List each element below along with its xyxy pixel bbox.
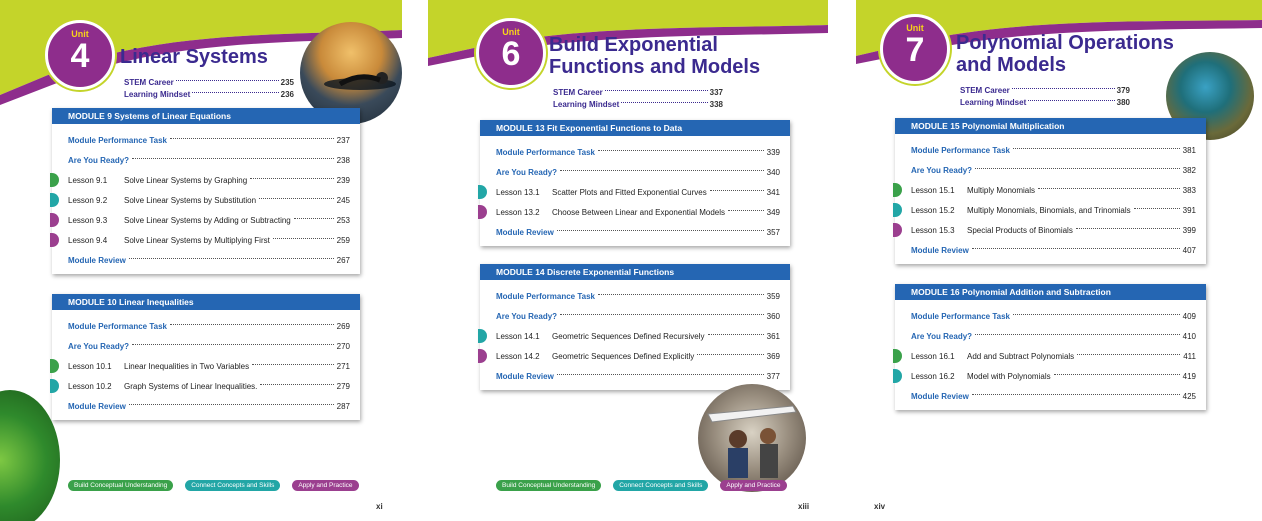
learning-mindset-label: Learning Mindset <box>124 89 191 99</box>
stem-career-row[interactable] <box>553 86 723 98</box>
page-number: 410 <box>1182 331 1196 341</box>
dot-leader <box>560 314 764 315</box>
lesson-number: Lesson 9.1 <box>68 175 108 185</box>
page-number: 379 <box>1116 85 1130 95</box>
lesson-title: Solve Linear Systems by Graphing <box>124 175 248 185</box>
unit-title <box>120 46 268 68</box>
page-number: 259 <box>336 235 350 245</box>
toc-page-unit-4 <box>0 0 402 521</box>
page-number: 339 <box>766 147 780 157</box>
circuit-board-photo <box>0 390 60 521</box>
module-link-row[interactable] <box>911 386 1196 406</box>
module-header: MODULE 15 Polynomial Multiplication <box>895 118 1206 134</box>
module-link-label: Are You Ready? <box>68 155 130 165</box>
page-number: 337 <box>709 87 723 97</box>
dot-leader <box>557 374 764 375</box>
lesson-type-tab <box>50 379 59 393</box>
page-number: 382 <box>1182 165 1196 175</box>
module-card <box>52 294 360 420</box>
lesson-row[interactable] <box>911 220 1196 240</box>
lesson-row[interactable] <box>68 210 350 230</box>
legend-apply-practice: Apply and Practice <box>292 480 358 491</box>
module-link-row[interactable] <box>911 140 1196 160</box>
module-link-row[interactable] <box>68 316 350 336</box>
page-number: 236 <box>280 89 294 99</box>
module-header: MODULE 13 Fit Exponential Functions to Data <box>480 120 790 136</box>
unit-title <box>549 34 760 78</box>
legend-connect-concepts: Connect Concepts and Skills <box>613 480 708 491</box>
module-link-row[interactable] <box>496 286 780 306</box>
module-link-label: Are You Ready? <box>496 167 558 177</box>
legend <box>68 480 359 491</box>
page-number: 271 <box>336 361 350 371</box>
module-header: MODULE 9 Systems of Linear Equations <box>52 108 360 124</box>
lesson-row[interactable] <box>496 346 780 366</box>
lesson-title: Scatter Plots and Fitted Exponential Curves <box>552 187 707 197</box>
dot-leader <box>1038 188 1180 189</box>
dot-leader <box>259 198 334 199</box>
module-link-row[interactable] <box>496 162 780 182</box>
lesson-type-tab <box>478 205 487 219</box>
lesson-number: Lesson 9.4 <box>68 235 108 245</box>
module-card <box>895 118 1206 264</box>
stem-career-label: STEM Career <box>124 77 174 87</box>
module-header: MODULE 16 Polynomial Addition and Subtraction <box>895 284 1206 300</box>
lesson-number: Lesson 13.1 <box>496 187 540 197</box>
page-number: 338 <box>709 99 723 109</box>
lesson-number: Lesson 16.2 <box>911 371 955 381</box>
module-link-row[interactable] <box>68 130 350 150</box>
lesson-row[interactable] <box>496 326 780 346</box>
dot-leader <box>170 324 334 325</box>
lesson-title: Solve Linear Systems by Substitution <box>124 195 257 205</box>
learning-mindset-row[interactable] <box>124 88 294 100</box>
dot-leader <box>252 364 334 365</box>
stem-career-label: STEM Career <box>553 87 603 97</box>
page-number: 381 <box>1182 145 1196 155</box>
dot-leader <box>294 218 334 219</box>
dot-leader <box>557 230 764 231</box>
page-number: 409 <box>1182 311 1196 321</box>
dot-leader <box>972 248 1180 249</box>
unit-title-line-1: Build Exponential <box>549 34 718 56</box>
page-number: 391 <box>1182 205 1196 215</box>
unit-title-line-2: and Models <box>956 54 1067 76</box>
page-number: 380 <box>1116 97 1130 107</box>
page-number: 340 <box>766 167 780 177</box>
lesson-title: Solve Linear Systems by Multiplying First <box>124 235 270 245</box>
page-number: 253 <box>336 215 350 225</box>
page-number: 349 <box>766 207 780 217</box>
dot-leader <box>1077 354 1180 355</box>
career-links <box>553 86 723 110</box>
unit-label: Unit <box>502 27 520 37</box>
module-link-label: Are You Ready? <box>911 331 973 341</box>
page-number: 369 <box>766 351 780 361</box>
dot-leader <box>1054 374 1180 375</box>
module-body <box>52 124 360 274</box>
page-number: 407 <box>1182 245 1196 255</box>
lesson-type-tab <box>50 213 59 227</box>
lesson-type-tab <box>50 233 59 247</box>
lesson-number: Lesson 10.2 <box>68 381 112 391</box>
lesson-number: Lesson 14.2 <box>496 351 540 361</box>
lesson-row[interactable] <box>496 182 780 202</box>
lesson-type-tab <box>893 349 902 363</box>
career-links <box>124 76 294 100</box>
lesson-type-tab <box>50 359 59 373</box>
dot-leader <box>1013 314 1180 315</box>
lesson-type-tab <box>893 183 902 197</box>
unit-title-line-2: Functions and Models <box>549 56 761 78</box>
lesson-number: Lesson 9.3 <box>68 215 108 225</box>
page-number: 360 <box>766 311 780 321</box>
module-link-row[interactable] <box>68 150 350 170</box>
dot-leader <box>975 168 1180 169</box>
module-link-label: Module Review <box>911 391 969 401</box>
module-body <box>895 300 1206 410</box>
stem-career-row[interactable] <box>960 84 1130 96</box>
learning-mindset-label: Learning Mindset <box>553 99 620 109</box>
module-link-row[interactable] <box>68 250 350 270</box>
dot-leader <box>170 138 334 139</box>
dot-leader <box>132 344 334 345</box>
page-number: 269 <box>336 321 350 331</box>
module-link-label: Module Performance Task <box>911 145 1010 155</box>
module-link-row[interactable] <box>911 240 1196 260</box>
toc-page-unit-7 <box>856 0 1262 521</box>
module-header: MODULE 14 Discrete Exponential Functions <box>480 264 790 280</box>
dot-leader <box>129 404 334 405</box>
lesson-title: Graph Systems of Linear Inequalities. <box>124 381 258 391</box>
dot-leader <box>728 210 764 211</box>
legend-build-conceptual: Build Conceptual Understanding <box>496 480 601 491</box>
dot-leader <box>1013 148 1180 149</box>
module-card <box>480 264 790 390</box>
lesson-row[interactable] <box>68 230 350 250</box>
module-card <box>480 120 790 246</box>
lesson-row[interactable] <box>911 200 1196 220</box>
module-body <box>480 280 790 390</box>
module-link-row[interactable] <box>496 366 780 386</box>
dot-leader <box>250 178 333 179</box>
lesson-number: Lesson 15.2 <box>911 205 955 215</box>
lesson-type-tab <box>50 173 59 187</box>
legend <box>496 480 787 491</box>
career-links <box>960 84 1130 108</box>
module-link-label: Module Review <box>68 401 126 411</box>
unit-badge <box>476 18 546 88</box>
dot-leader <box>710 190 764 191</box>
dot-leader <box>1076 228 1180 229</box>
page-number: 239 <box>336 175 350 185</box>
learning-mindset-row[interactable] <box>960 96 1130 108</box>
lesson-title: Special Products of Binomials <box>967 225 1073 235</box>
lesson-row[interactable] <box>68 170 350 190</box>
lesson-type-tab <box>478 185 487 199</box>
lesson-row[interactable] <box>496 202 780 222</box>
lesson-row[interactable] <box>911 346 1196 366</box>
module-card <box>895 284 1206 410</box>
lesson-title: Geometric Sequences Defined Recursively <box>552 331 705 341</box>
module-link-label: Module Performance Task <box>496 147 595 157</box>
module-body <box>52 310 360 420</box>
dot-leader <box>975 334 1180 335</box>
lesson-type-tab <box>893 203 902 217</box>
legend-build-conceptual: Build Conceptual Understanding <box>68 480 173 491</box>
lesson-type-tab <box>893 369 902 383</box>
module-link-row[interactable] <box>68 336 350 356</box>
stem-career-label: STEM Career <box>960 85 1010 95</box>
module-body <box>895 134 1206 264</box>
learning-mindset-label: Learning Mindset <box>960 97 1027 107</box>
page-number: 245 <box>336 195 350 205</box>
unit-title-line-1: Linear Systems <box>120 46 268 68</box>
page-number: 237 <box>336 135 350 145</box>
page-folio: xi <box>376 502 383 511</box>
page-number: 357 <box>766 227 780 237</box>
dot-leader <box>273 238 334 239</box>
page-number: 411 <box>1183 351 1196 361</box>
unit-number: 6 <box>501 35 521 73</box>
stem-career-row[interactable] <box>124 76 294 88</box>
lesson-type-tab <box>50 193 59 207</box>
lesson-row[interactable] <box>68 356 350 376</box>
module-link-label: Module Performance Task <box>496 291 595 301</box>
dot-leader <box>972 394 1180 395</box>
module-link-row[interactable] <box>911 306 1196 326</box>
lesson-title: Model with Polynomials <box>967 371 1051 381</box>
module-link-row[interactable] <box>496 142 780 162</box>
page-number: 377 <box>766 371 780 381</box>
module-link-label: Are You Ready? <box>496 311 558 321</box>
unit-title-line-1: Polynomial Operations <box>956 32 1174 54</box>
lesson-type-tab <box>478 349 487 363</box>
page-number: 270 <box>336 341 350 351</box>
page-number: 267 <box>336 255 350 265</box>
dot-leader <box>132 158 334 159</box>
module-link-row[interactable] <box>496 306 780 326</box>
unit-badge <box>45 20 115 90</box>
page-number: 341 <box>766 187 780 197</box>
lesson-row[interactable] <box>68 190 350 210</box>
lesson-type-tab <box>893 223 902 237</box>
module-link-row[interactable] <box>911 160 1196 180</box>
module-link-label: Module Review <box>496 371 554 381</box>
legend-connect-concepts: Connect Concepts and Skills <box>185 480 280 491</box>
lesson-title: Multiply Monomials <box>967 185 1036 195</box>
lesson-title: Multiply Monomials, Binomials, and Trinomials <box>967 205 1131 215</box>
module-link-row[interactable] <box>68 396 350 416</box>
lesson-number: Lesson 15.1 <box>911 185 955 195</box>
unit-number: 7 <box>905 31 925 69</box>
module-link-label: Module Review <box>911 245 969 255</box>
lesson-number: Lesson 16.1 <box>911 351 955 361</box>
page-number: 359 <box>766 291 780 301</box>
rocket-students-photo <box>698 384 806 492</box>
module-link-label: Module Review <box>68 255 126 265</box>
page-number: 425 <box>1182 391 1196 401</box>
learning-mindset-row[interactable] <box>553 98 723 110</box>
module-link-label: Module Performance Task <box>911 311 1010 321</box>
module-link-label: Module Performance Task <box>68 135 167 145</box>
dot-leader <box>1134 208 1180 209</box>
legend-apply-practice: Apply and Practice <box>720 480 786 491</box>
lesson-number: Lesson 13.2 <box>496 207 540 217</box>
module-header: MODULE 10 Linear Inequalities <box>52 294 360 310</box>
module-link-row[interactable] <box>911 326 1196 346</box>
lesson-title: Geometric Sequences Defined Explicitly <box>552 351 695 361</box>
lesson-title: Choose Between Linear and Exponential Models <box>552 207 726 217</box>
module-link-label: Are You Ready? <box>911 165 973 175</box>
page-number: 383 <box>1182 185 1196 195</box>
unit-label: Unit <box>71 29 89 39</box>
lesson-title: Linear Inequalities in Two Variables <box>124 361 250 371</box>
page-number: 279 <box>336 381 350 391</box>
dot-leader <box>560 170 764 171</box>
lesson-title: Solve Linear Systems by Adding or Subtracting <box>124 215 291 225</box>
unit-label: Unit <box>906 23 924 33</box>
dot-leader <box>129 258 334 259</box>
page-number: 419 <box>1182 371 1196 381</box>
unit-badge <box>880 14 950 84</box>
page-number: 287 <box>336 401 350 411</box>
dot-leader <box>598 150 764 151</box>
page-number: 399 <box>1182 225 1196 235</box>
module-link-label: Module Performance Task <box>68 321 167 331</box>
module-link-label: Are You Ready? <box>68 341 130 351</box>
module-link-row[interactable] <box>496 222 780 242</box>
lesson-title: Add and Subtract Polynomials <box>967 351 1075 361</box>
dot-leader <box>697 354 763 355</box>
lesson-row[interactable] <box>911 180 1196 200</box>
module-body <box>480 136 790 246</box>
lesson-number: Lesson 15.3 <box>911 225 955 235</box>
toc-page-unit-6 <box>428 0 828 521</box>
lesson-number: Lesson 14.1 <box>496 331 540 341</box>
page-number: 361 <box>766 331 780 341</box>
dot-leader <box>260 384 333 385</box>
lesson-row[interactable] <box>68 376 350 396</box>
page-folio: xiv <box>874 502 886 511</box>
dot-leader <box>708 334 764 335</box>
lesson-number: Lesson 10.1 <box>68 361 112 371</box>
module-card <box>52 108 360 274</box>
module-link-label: Module Review <box>496 227 554 237</box>
unit-number: 4 <box>70 37 90 75</box>
dot-leader <box>598 294 764 295</box>
lesson-row[interactable] <box>911 366 1196 386</box>
unit-title <box>956 32 1174 76</box>
page-folio: xiii <box>798 502 810 511</box>
lesson-type-tab <box>478 329 487 343</box>
page-number: 238 <box>336 155 350 165</box>
lesson-number: Lesson 9.2 <box>68 195 108 205</box>
page-number: 235 <box>280 77 294 87</box>
